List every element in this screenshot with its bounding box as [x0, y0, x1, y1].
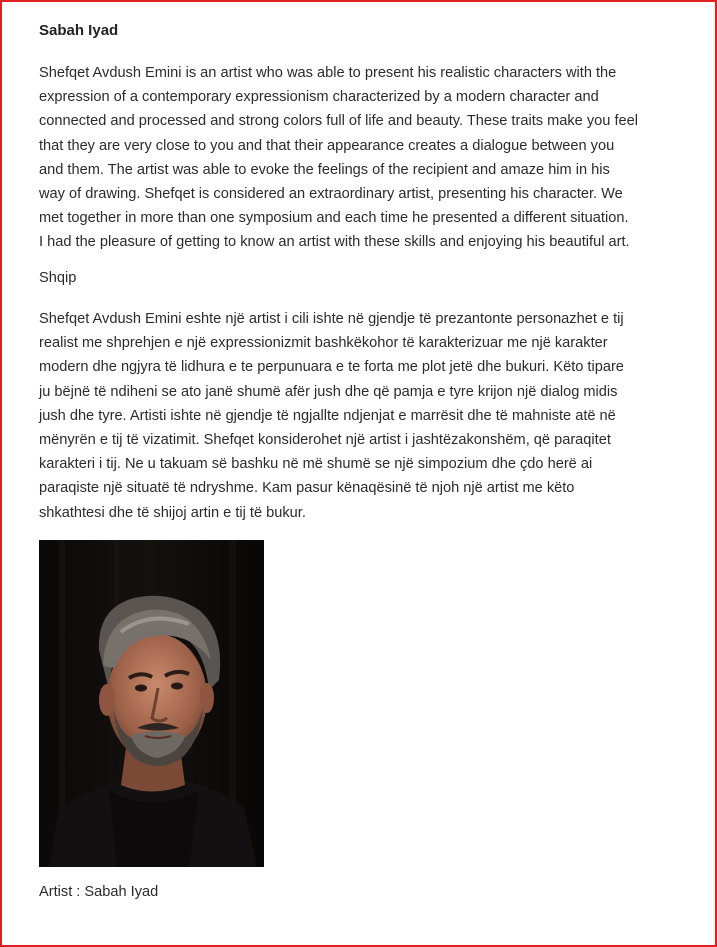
paragraph-line: Shefqet Avdush Emini eshte një artist i cili ishte në gjendje të prezantonte personazhet e tij — [39, 311, 624, 327]
paragraph-line: and them. The artist was able to evoke the feelings of the recipient and amaze him in his — [39, 161, 610, 178]
paragraph-line: that they are very close to you and that their appearance creates a dialogue between you — [39, 137, 615, 154]
paragraph-line: ju bëjnë të ndiheni se ato janë shumë afër jush dhe që pamja e tyre krijon një dialog midis — [39, 383, 618, 400]
paragraph-line: paraqiste një situatë të ndryshme. Kam pasur kënaqësinë të njoh një artist me këto — [39, 480, 575, 497]
paragraph-line: karakteri i tij. Ne u takuam së bashku në më shumë se një simpozium dhe çdo herë ai — [39, 456, 593, 473]
artist-caption: Artist : Sabah Iyad — [39, 884, 159, 900]
artist-portrait-photo — [39, 540, 264, 867]
paragraph-line: realist me shprehjen e një expressionizmit bashkëkohor të karakterizuar me një karakter — [39, 335, 608, 352]
paragraph-line: connected and processed and strong colors full of life and beauty. These traits make you feel — [39, 113, 638, 130]
paragraph-line: way of drawing. Shefqet is considered an extraordinary artist, presenting his character. We — [39, 186, 623, 203]
author-heading: Sabah Iyad — [39, 22, 119, 39]
paragraph-line: expression of a contemporary expressionism characterized by a modern character and — [39, 89, 599, 106]
paragraph-line: I had the pleasure of getting to know an artist with these skills and enjoying his beautiful art. — [39, 234, 630, 251]
paragraph-line: shkathtesi dhe të shijoj artin e tij të bukur. — [39, 504, 306, 521]
paragraph-line: met together in more than one symposium and each time he presented a different situation. — [39, 210, 629, 227]
paragraph-line: Shefqet Avdush Emini is an artist who was able to present his realistic characters with the — [39, 65, 617, 81]
language-label: Shqip — [39, 270, 77, 286]
paragraph-line: modern dhe ngjyra të lidhura e te perpunuara e te forta me plot jetë dhe bukuri. Këto tipare — [39, 359, 624, 376]
english-paragraph — [39, 61, 691, 255]
paragraph-line: mënyrën e tij të vizatimit. Shefqet konsiderohet një artist i jashtëzakonshëm, që paraqitet — [39, 432, 611, 449]
portrait-illustration — [39, 540, 264, 867]
paragraph-line: jush dhe tyre. Artisti ishte në gjendje të ngjallte ndjenjat e marrësit dhe të mahniste atë në — [39, 407, 616, 424]
albanian-paragraph — [39, 307, 691, 525]
